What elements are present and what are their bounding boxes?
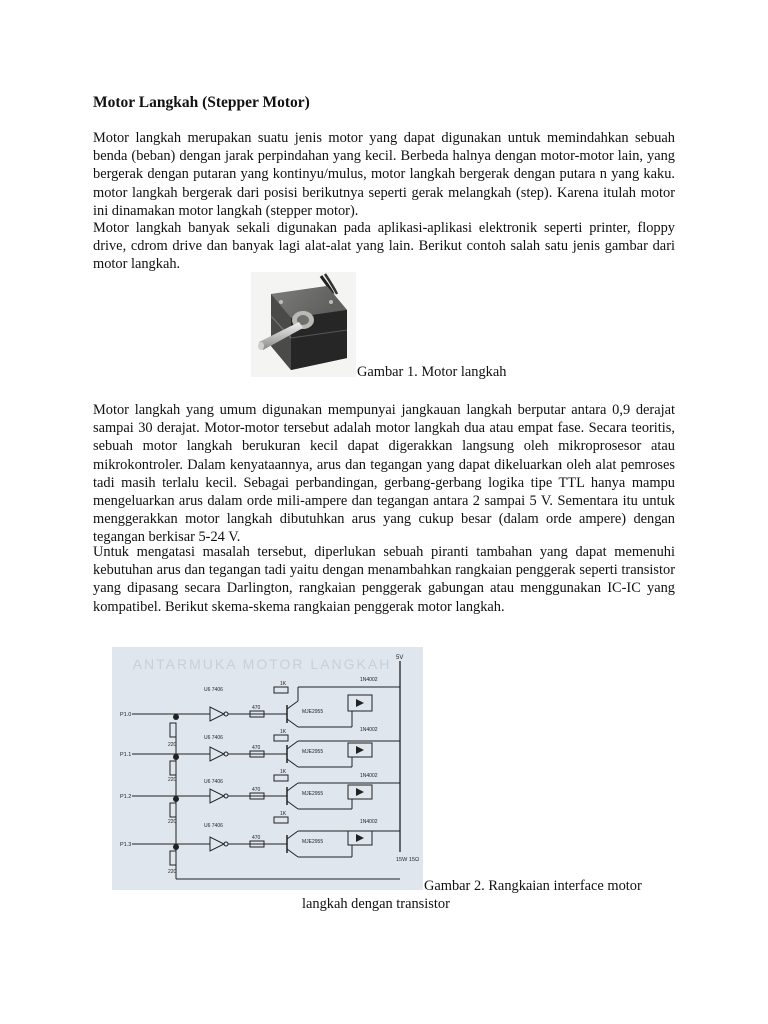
svg-text:1K: 1K [280,811,287,817]
svg-text:1K: 1K [280,681,287,687]
svg-text:U6 7406: U6 7406 [204,823,223,829]
figure-2-caption-line-1: Gambar 2. Rangkaian interface motor [424,878,642,894]
svg-text:470: 470 [252,705,261,711]
motor-label: 15W 15Ω [396,857,420,863]
svg-text:P1.0: P1.0 [120,712,132,718]
svg-text:220: 220 [168,742,177,748]
svg-text:1N4002: 1N4002 [360,819,378,825]
paragraph-applications: Motor langkah banyak sekali digunakan pada aplikasi-aplikasi elektronik seperti printer, floppy drive, cdrom drive dan banyak lagi alat-alat yang lain. Berikut contoh salah satu jenis gambar dari motor langkah. [93,220,675,273]
svg-text:MJE2955: MJE2955 [302,839,324,845]
figure-2-caption-line-2: langkah dengan transistor [302,896,450,912]
svg-text:U6 7406: U6 7406 [204,735,223,741]
paragraph-driver-solution: Untuk mengatasi masalah tersebut, diperlukan sebuah piranti tambahan yang dapat memenuhi kebutuhan arus dan tegangan tadi yaitu dengan menambahkan rangkaian penggerak seperti transistor yang dipasang secara Darlington, rangkaian penggerak gabungan atau menggunakan IC-IC yang kompatibel. Berikut skema-skema rangkaian penggerak motor langkah. [93,544,675,615]
svg-text:MJE2955: MJE2955 [302,749,324,755]
svg-text:470: 470 [252,835,261,841]
paragraph-intro: Motor langkah merupakan suatu jenis motor yang dapat digunakan untuk memindahkan sebuah benda (beban) dengan jarak perpindahan yang kecil. Berbeda halnya dengan motor-motor lain, yang bergerak dengan putaran yang kontinyu/mulus, motor langkah bergerak dengan putara n yang kaku. motor langkah bergerak dari posisi berikutnya seperti gerak melangkah (step). Karena itulah motor ini dinamakan motor langkah (stepper motor). [93,130,675,219]
transistor-interface-schematic [112,647,423,890]
figure-1-caption: Gambar 1. Motor langkah [357,364,507,380]
svg-text:1N4002: 1N4002 [360,677,378,683]
svg-text:220: 220 [168,819,177,825]
document-title: Motor Langkah (Stepper Motor) [93,94,310,111]
svg-text:P1.3: P1.3 [120,842,132,848]
svg-text:220: 220 [168,869,177,875]
svg-text:P1.2: P1.2 [120,794,132,800]
driver-stage-2 [120,727,400,783]
driver-stage-3 [120,769,400,825]
driver-stage-1 [120,677,400,748]
svg-text:MJE2955: MJE2955 [302,709,324,715]
svg-text:P1.1: P1.1 [120,752,132,758]
svg-text:1N4002: 1N4002 [360,727,378,733]
svg-text:1N4002: 1N4002 [360,773,378,779]
supply-label: 5V [396,655,404,661]
svg-text:1K: 1K [280,729,287,735]
svg-text:MJE2955: MJE2955 [302,791,324,797]
svg-text:470: 470 [252,745,261,751]
svg-text:1K: 1K [280,769,287,775]
svg-text:470: 470 [252,787,261,793]
stepper-motor-photo [251,272,356,377]
paragraph-specifications: Motor langkah yang umum digunakan mempunyai jangkauan langkah berputar antara 0,9 derajat sampai 30 derajat. Motor-motor tersebut adalah motor langkah dua atau empat fase. Secara teoritis, sebuah motor langkah berukuran kecil dapat digerakkan langsung oleh mikroprosesor atau mikrokontroler. Dalam kenyataannya, arus dan tegangan yang dapat dikeluarkan oleh alat pemroses tadi masih terlalu kecil. Sebagai perbandingan, gerbang-gerbang logika tipe TTL hanya mampu mengeluarkan arus dalam orde mili-ampere dan tegangan antara 2 sampai 5 V. Sementara itu untuk menggerakkan motor langkah dibutuhkan arus yang cukup besar (dalam orde ampere) dengan tegangan berkisar 5-24 V. [93,402,675,546]
driver-stage-4 [120,811,400,875]
schematic-watermark: ANTARMUKA MOTOR LANGKAH [132,656,392,672]
svg-text:220: 220 [168,777,177,783]
svg-text:U6 7406: U6 7406 [204,779,223,785]
svg-text:U6 7406: U6 7406 [204,687,223,693]
